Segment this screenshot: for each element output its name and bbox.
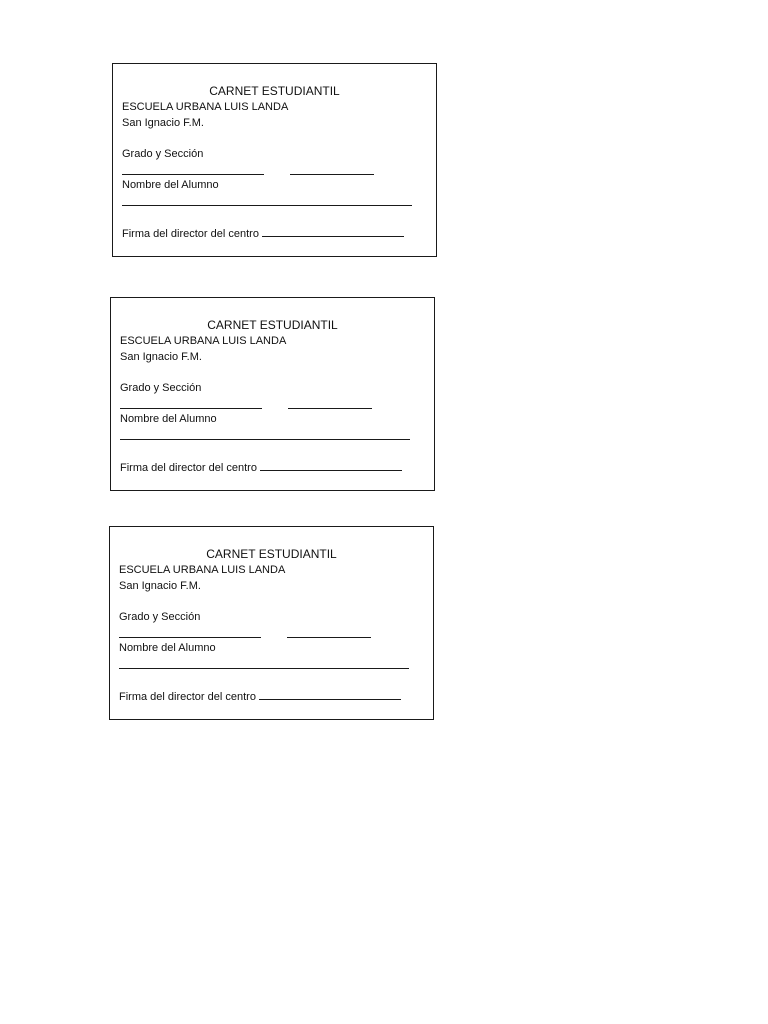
firma-blank-line (262, 226, 404, 237)
school-name: ESCUELA URBANA LUIS LANDA (119, 564, 286, 576)
seccion-blank-line (290, 174, 374, 175)
firma-director-label: Firma del director del centro (120, 462, 257, 474)
nombre-alumno-label: Nombre del Alumno (119, 642, 216, 654)
firma-director-label: Firma del director del centro (119, 691, 256, 703)
firma-director-label: Firma del director del centro (122, 228, 259, 240)
grado-seccion-label: Grado y Sección (119, 611, 201, 623)
firma-director (120, 460, 402, 475)
school-city: San Ignacio F.M. (119, 580, 201, 592)
grado-blank-line (122, 174, 264, 175)
firma-blank-line (259, 689, 401, 700)
nombre-alumno-label: Nombre del Alumno (120, 413, 217, 425)
nombre-blank-line (119, 668, 409, 669)
student-card (109, 526, 434, 720)
card-title: CARNET ESTUDIANTIL (207, 318, 338, 332)
school-city: San Ignacio F.M. (120, 351, 202, 363)
student-card (112, 63, 437, 257)
school-name: ESCUELA URBANA LUIS LANDA (120, 335, 287, 347)
student-card (110, 297, 435, 491)
card-title: CARNET ESTUDIANTIL (209, 84, 340, 98)
nombre-alumno-label: Nombre del Alumno (122, 179, 219, 191)
nombre-blank-line (120, 439, 410, 440)
grado-seccion-label: Grado y Sección (120, 382, 202, 394)
nombre-blank-line (122, 205, 412, 206)
school-city: San Ignacio F.M. (122, 117, 204, 129)
firma-director (122, 226, 404, 241)
grado-seccion-label: Grado y Sección (122, 148, 204, 160)
seccion-blank-line (288, 408, 372, 409)
school-name: ESCUELA URBANA LUIS LANDA (122, 101, 289, 113)
firma-director (119, 689, 401, 704)
grado-blank-line (119, 637, 261, 638)
firma-blank-line (260, 460, 402, 471)
card-title: CARNET ESTUDIANTIL (206, 547, 337, 561)
seccion-blank-line (287, 637, 371, 638)
grado-blank-line (120, 408, 262, 409)
